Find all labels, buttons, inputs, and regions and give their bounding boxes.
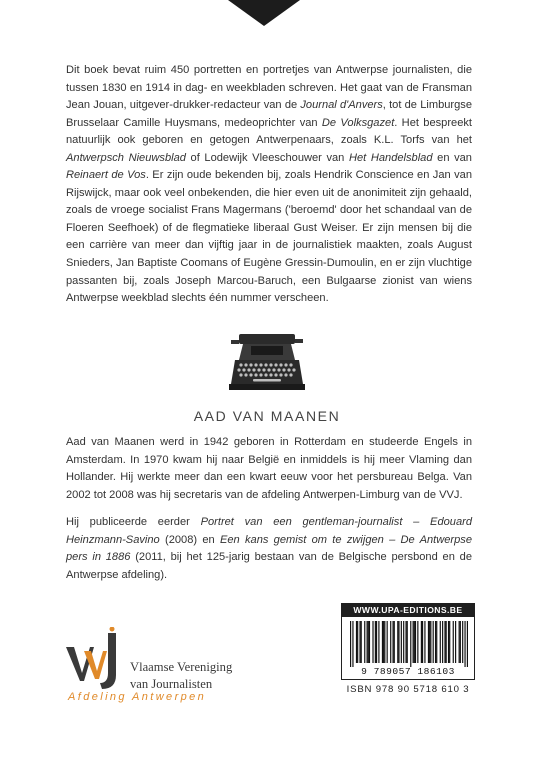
author-name-heading: AAD VAN MAANEN (193, 408, 341, 424)
vvj-logo (64, 627, 274, 709)
barcode-image (350, 621, 468, 667)
barcode-frame (341, 617, 475, 680)
org-name-line2: van Journalisten (130, 676, 213, 691)
typewriter-image (229, 330, 305, 392)
department-label: Afdeling Antwerpen (68, 691, 207, 703)
org-name-line1: Vlaamse Vereniging (130, 660, 233, 674)
org-name (130, 659, 232, 692)
author-bio: Aad van Maanen werd in 1942 geboren in Rotterdam en studeerde Engels in Amsterdam. In 1970 kwam hij naar België en inmiddels is hij meer Vlaming dan Hollander. Hij werkte meer dan een kwart eeuw voor het persbureau Belga. Van 2002 tot 2008 was hij secretaris van de afdeling Antwerpen-Limburg van de VVJ. (66, 436, 472, 501)
barcode-block (341, 603, 475, 695)
author-publications: Hij publiceerde eerder Portret van een gentleman-journalist – Edouard Heinzmann-Savino (2008) en Een kans gemist om te zwijgen – De Antwerpse pers in 1886 (2011, bij het 125-jarig bestaan van de Belgische persbond en de Antwerpse afdeling). (66, 516, 472, 581)
top-triangle-decoration (228, 0, 300, 26)
vvj-logo-mark (64, 627, 122, 691)
isbn-label: ISBN 978 90 5718 610 3 (346, 684, 470, 695)
blurb-text: Dit boek bevat ruim 450 portretten en portretjes van Antwerpse journalisten, die tussen 1830 en 1914 in dag- en weekbladen schreven. Het gaat van de Fransman Jean Jouan, uitgever-drukker-redacteur van de Journal d'Anvers, tot de Limburgse Brusselaar Camille Huysmans, medeoprichter van De Volksgazet. Het bespreekt natuurlijk ook geboren en getogen Antwerpenaars, zoals K.L. Torfs van het Antwerpsch Nieuwsblad of Lodewijk Vleeschouwer van Het Handelsblad en van Reinaert de Vos. Er zijn oude bekenden bij, zoals Hendrik Conscience en Jan van Rijswijck, maar ook veel onbekenden, die hier even uit de anonimiteit zijn gehaald, zoals de vroege socialist Frans Magermans ('beroemd' door het schandaal van de Floeren Seefhoek) of de flegmatieke liberaal Gust Weiser. Er zijn mensen bij die een carrière van meer dan vijftig jaar in de journalistiek maakten, zoals August Snieders, Jan Baptiste Coomans of Eugène Gressin-Dumoulin, en er zijn vluchtige passanten bij, zoals Joseph Marcou-Baruch, een Bulgaarse zionist van wiens Antwerpse weekblad slechts één nummer verscheen. (66, 64, 473, 305)
barcode-digits: 9 789057 186103 (361, 666, 455, 677)
website-label: WWW.UPA-EDITIONS.BE (341, 603, 475, 617)
